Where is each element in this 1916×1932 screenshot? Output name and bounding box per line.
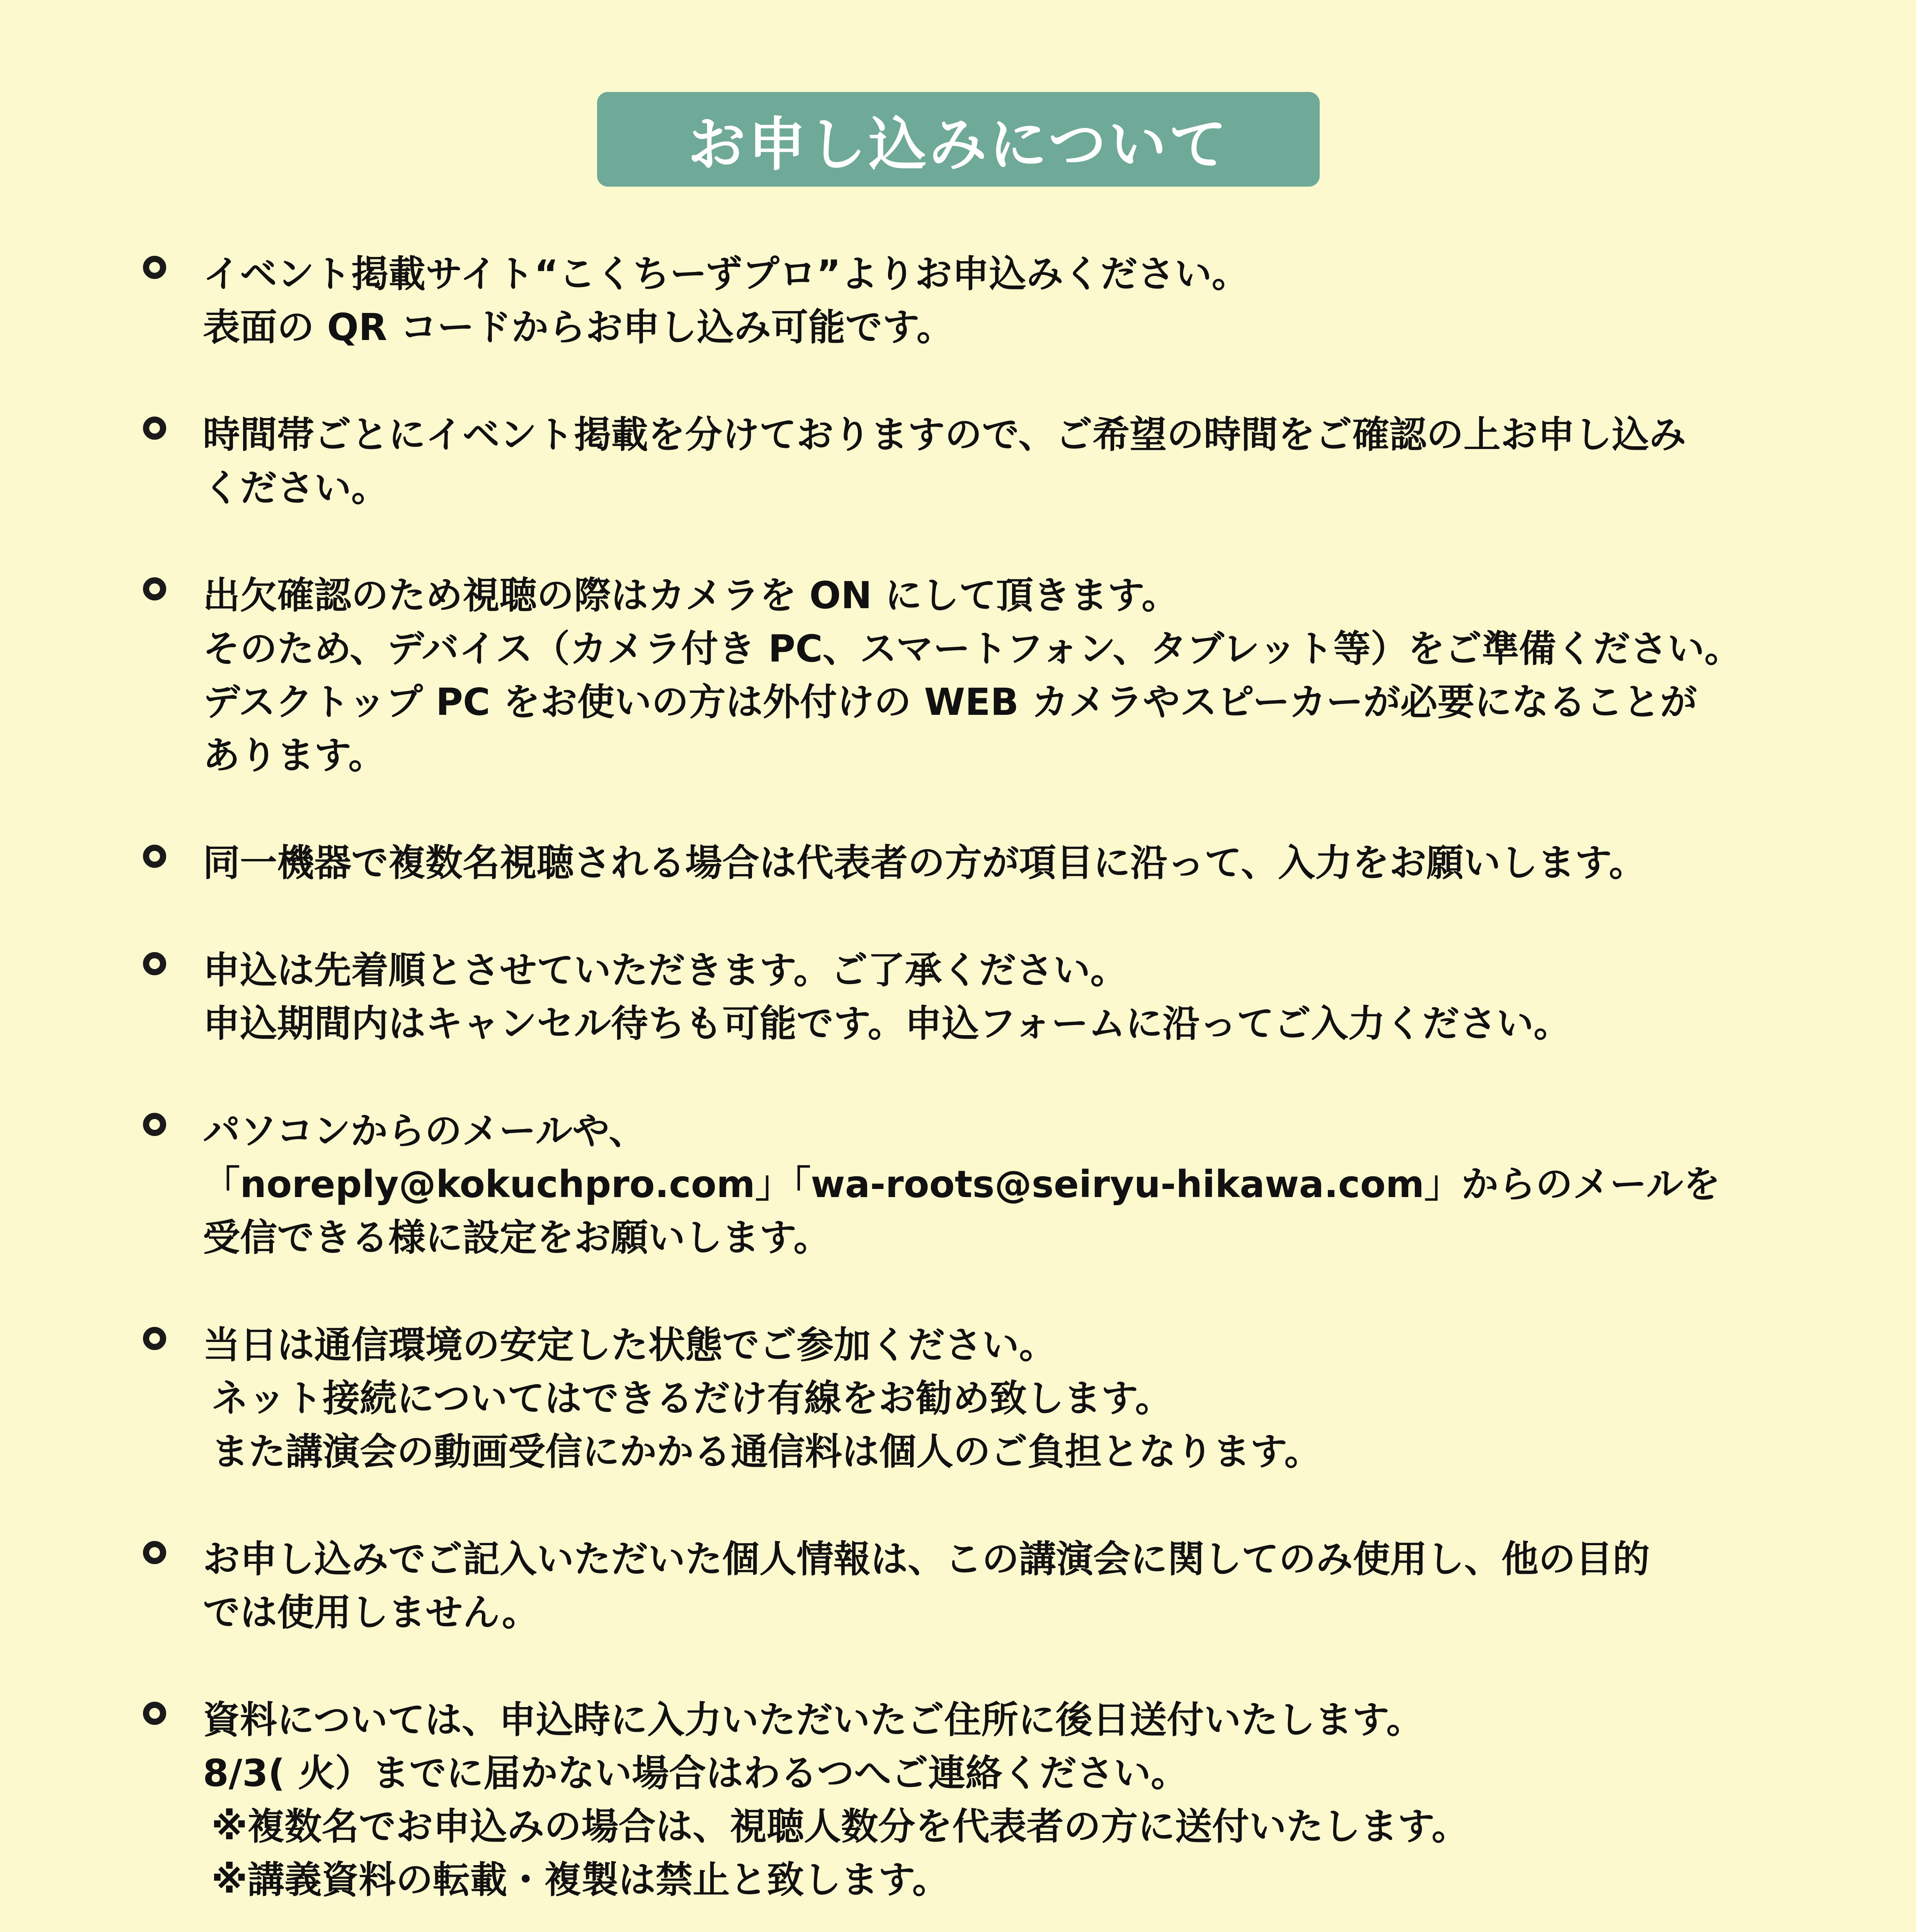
item-line: デスクトップ PC をお使いの方は外付けの WEB カメラやスピーカーが必要になることが [203,680,1697,724]
item-line: 表面の QR コードからお申し込み可能です。 [203,306,954,349]
item-line: 資料については、申込時に入力いただいたご住所に後日送付いたします。 [203,1698,1424,1742]
item-line: 受信できる様に設定をお願いします。 [203,1216,831,1259]
item-line: 時間帯ごとにイベント掲載を分けておりますので、ご希望の時間をご確認の上お申し込み [203,413,1686,456]
list-item [143,1318,1797,1478]
circle-bullet-icon [143,256,166,279]
item-line: そのため、デバイス（カメラ付き PC、スマートフォン、タブレット等）をご準備ください。 [203,627,1742,670]
circle-bullet-icon [143,577,166,600]
item-line: ください。 [203,466,388,510]
circle-bullet-icon [143,952,166,975]
item-line: イベント掲載サイト“こくちーずプロ”よりお申込みください。 [203,252,1249,296]
item-line: 「noreply@kokuchpro.com」「wa-roots@seiryu-hikawa.com」からのメールを [203,1163,1720,1206]
list-item [143,836,1797,889]
item-line: お申し込みでご記入いただいた個人情報は、この講演会に関してのみ使用し、他の目的 [203,1537,1650,1581]
page-title: お申し込みについて [687,111,1229,179]
circle-bullet-icon [143,1702,166,1725]
item-line: パソコンからのメールや、 [203,1109,646,1153]
list-item [143,1693,1797,1906]
item-line: ネット接続についてはできるだけ有線をお勧め致します。 [211,1377,1172,1420]
item-line: 同一機器で複数名視聴される場合は代表者の方が項目に沿って、入力をお願いします。 [203,841,1646,884]
item-line: ※講義資料の転載・複製は禁止と致します。 [211,1858,949,1901]
list-item [143,247,1797,354]
item-line: 申込期間内はキャンセル待ちも可能です。申込フォームに沿ってご入力ください。 [203,1002,1571,1045]
circle-bullet-icon [143,1327,166,1350]
item-line: 8/3( 火）までに届かない場合はわるつへご連絡ください。 [203,1752,1188,1795]
title-badge [597,92,1320,187]
circle-bullet-icon [143,1541,166,1564]
item-line: 当日は通信環境の安定した状態でご参加ください。 [203,1323,1056,1367]
notice-list [143,247,1797,1932]
item-line: また講演会の動画受信にかかる通信料は個人のご負担となります。 [211,1430,1322,1473]
circle-bullet-icon [143,845,166,868]
item-line: 申込は先着順とさせていただきます。ご了承ください。 [203,949,1128,992]
circle-bullet-icon [143,417,166,440]
item-line: 出欠確認のため視聴の際はカメラを ON にして頂きます。 [203,574,1179,617]
item-line: では使用しません。 [203,1591,539,1634]
item-line: ※複数名でお申込みの場合は、視聴人数分を代表者の方に送付いたします。 [211,1805,1469,1848]
item-line: あります。 [203,734,386,777]
list-item [143,408,1797,515]
list-item [143,1532,1797,1639]
list-item [143,1104,1797,1264]
circle-bullet-icon [143,1113,166,1136]
list-item [143,944,1797,1050]
list-item [143,569,1797,782]
